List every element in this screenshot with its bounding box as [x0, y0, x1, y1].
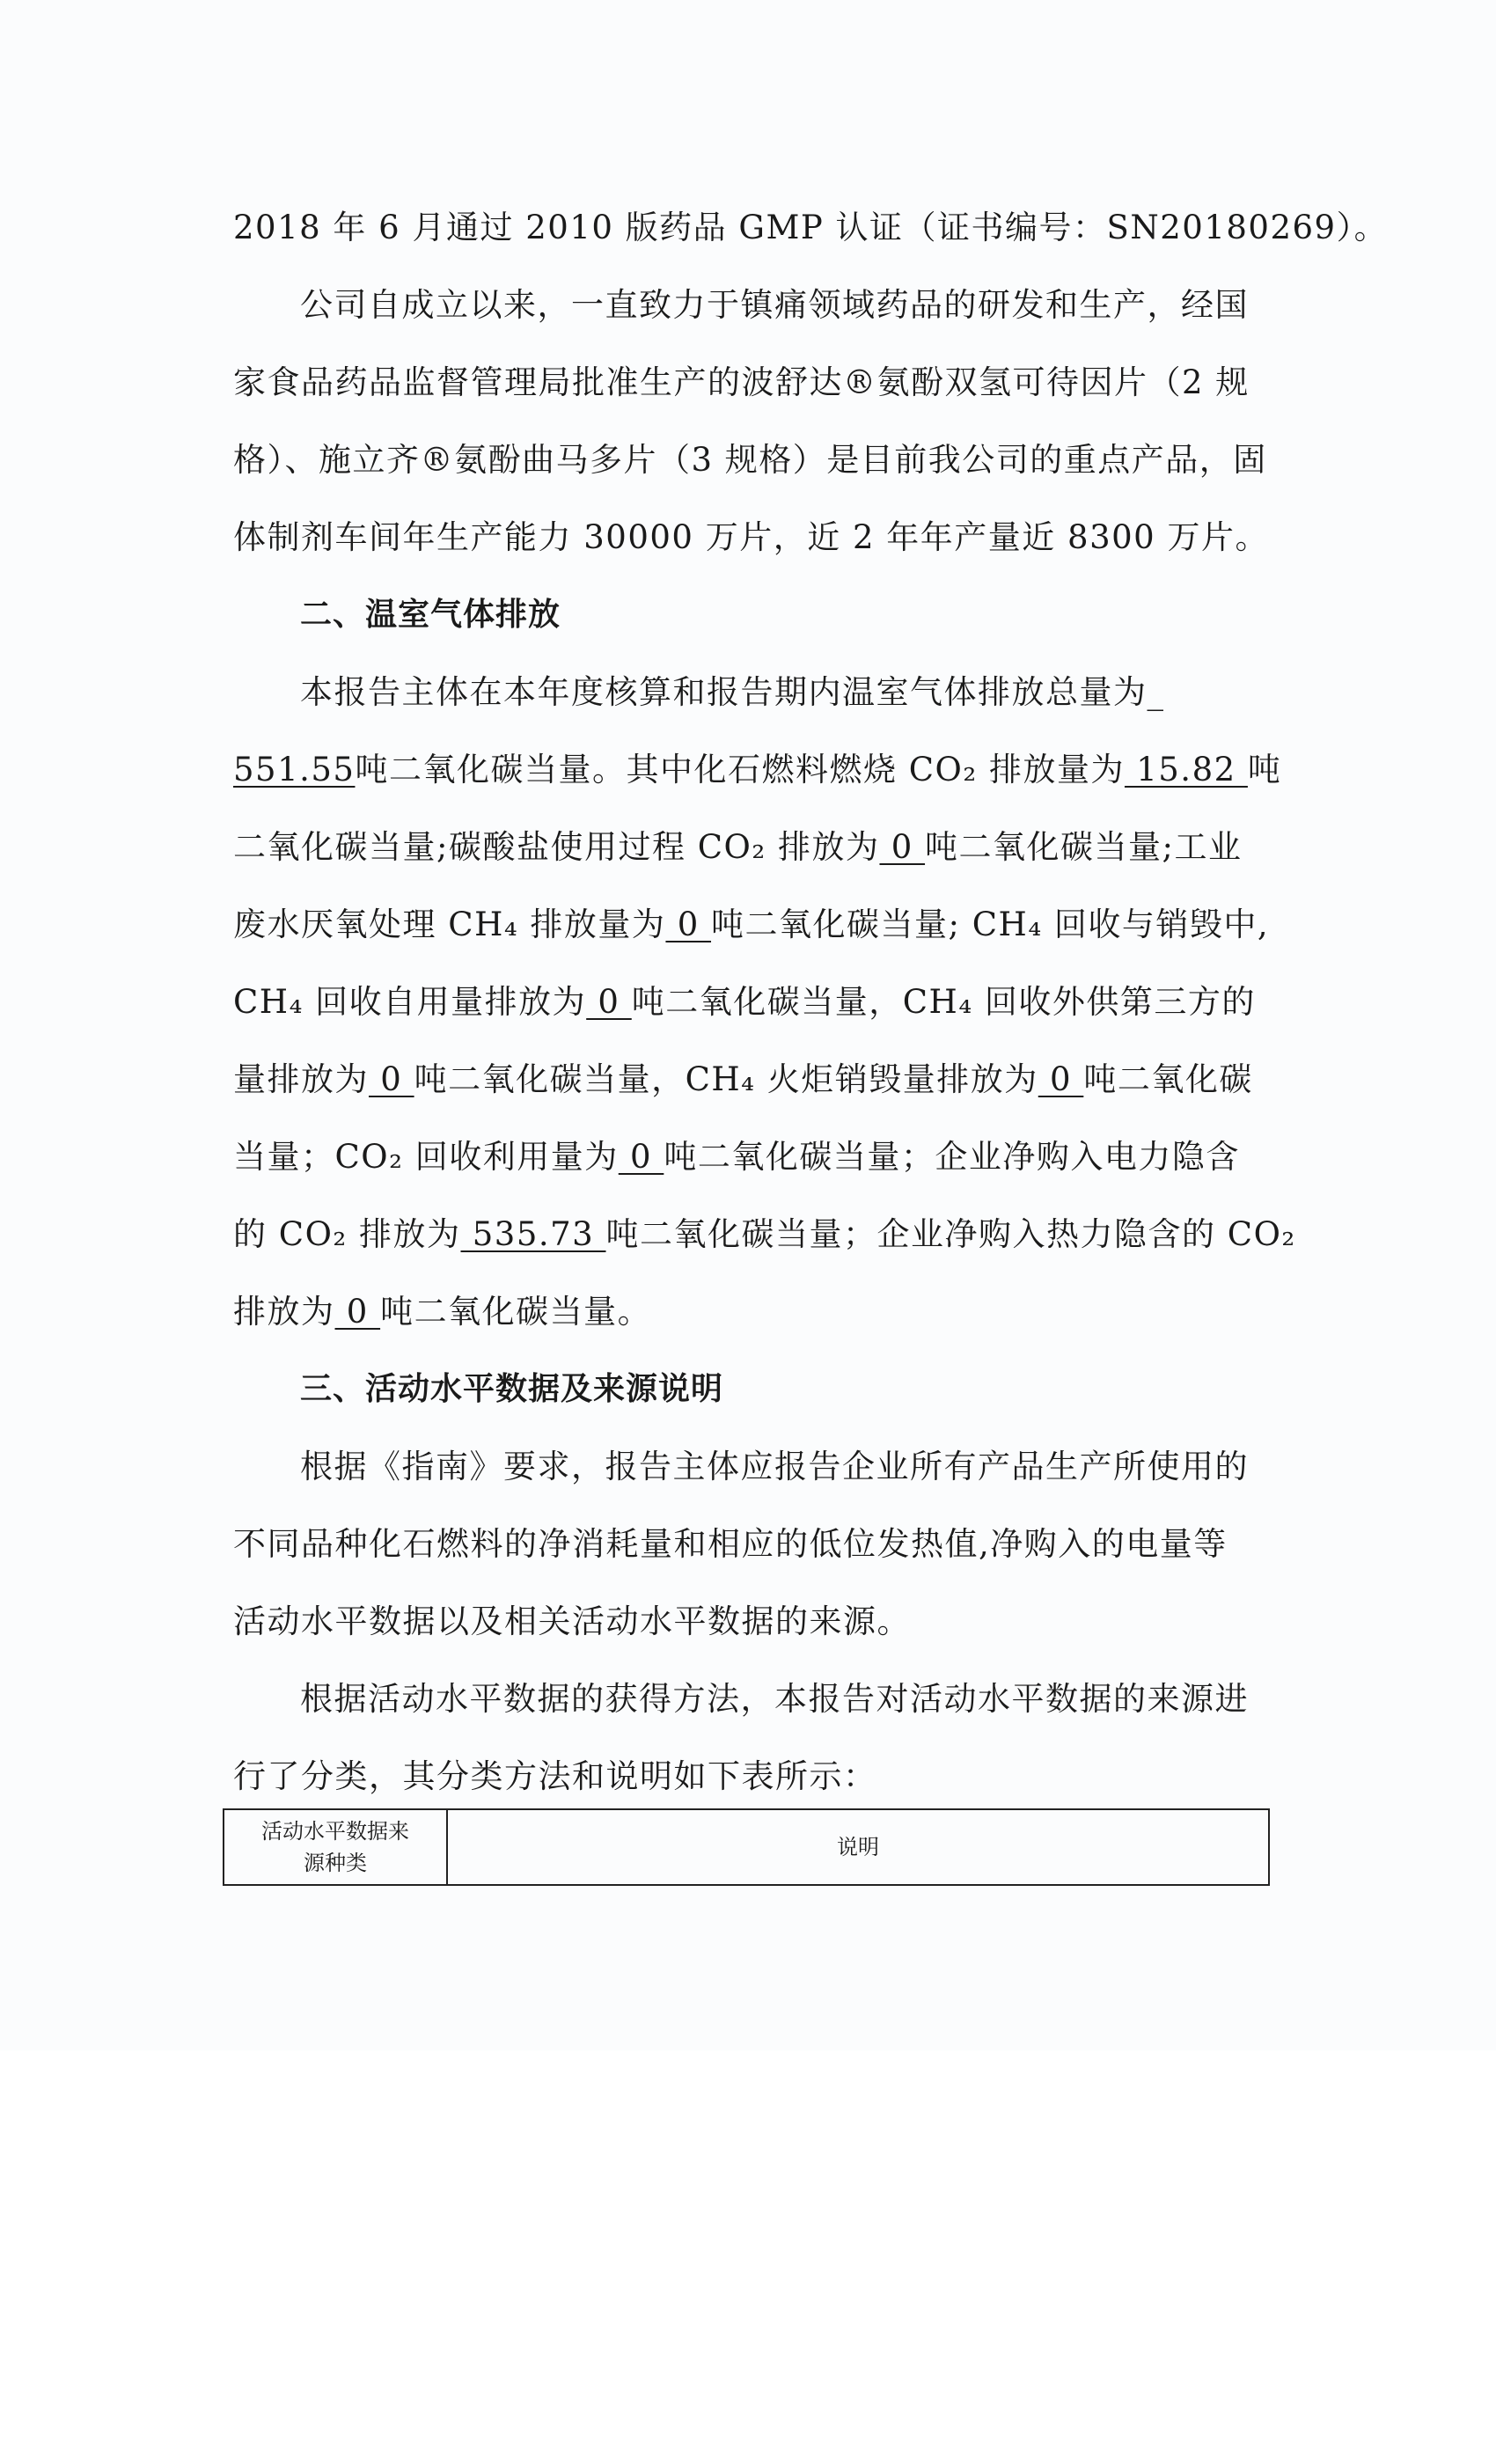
- emissions-line5: CH₄ 回收自用量排放为 0 吨二氧化碳当量，CH₄ 回收外供第三方的: [233, 983, 1256, 1021]
- activity-line5: 行了分类，其分类方法和说明如下表所示：: [233, 1757, 877, 1795]
- activity-data-source-table: [223, 1808, 1270, 1886]
- paragraph-company-line2: 家食品药品监督管理局批准生产的波舒达®氨酚双氢可待因片（2 规: [233, 363, 1250, 401]
- activity-line1: 根据《指南》要求，报告主体应报告企业所有产品生产所使用的: [300, 1448, 1249, 1485]
- activity-line3: 活动水平数据以及相关活动水平数据的来源。: [233, 1602, 911, 1640]
- total-emissions-value: 551.55: [233, 751, 356, 788]
- activity-line4: 根据活动水平数据的获得方法，本报告对活动水平数据的来源进: [300, 1680, 1249, 1718]
- co2-recovery-value: 0: [618, 1138, 664, 1176]
- paragraph-company-line4: 体制剂车间年生产能力 30000 万片，近 2 年年产量近 8300 万片。: [233, 518, 1269, 556]
- emissions-line1: 本报告主体在本年度核算和报告期内温室气体排放总量为_: [300, 673, 1165, 711]
- paragraph-company-line3: 格）、施立齐®氨酚曲马多片（3 规格）是目前我公司的重点产品，固: [233, 441, 1267, 479]
- emissions-line6: 量排放为 0 吨二氧化碳当量，CH₄ 火炬销毁量排放为 0 吨二氧化碳: [233, 1060, 1253, 1098]
- carbonate-emissions-value: 0: [879, 828, 926, 866]
- paragraph-company-line1: 公司自成立以来，一直致力于镇痛领域药品的研发和生产，经国: [300, 286, 1249, 324]
- heat-emissions-value: 0: [334, 1293, 381, 1331]
- emissions-line3: 二氧化碳当量;碳酸盐使用过程 CO₂ 排放为 0 吨二氧化碳当量;工业: [233, 828, 1243, 866]
- wastewater-emissions-value: 0: [665, 906, 712, 943]
- emissions-line2: 551.55吨二氧化碳当量。其中化石燃料燃烧 CO₂ 排放量为 15.82 吨: [233, 751, 1282, 788]
- document-body: [233, 189, 1389, 1815]
- emissions-line4: 废水厌氧处理 CH₄ 排放量为 0 吨二氧化碳当量; CH₄ 回收与销毁中,: [233, 906, 1270, 943]
- emissions-line7: 当量；CO₂ 回收利用量为 0 吨二氧化碳当量；企业净购入电力隐含: [233, 1138, 1240, 1176]
- emissions-line8: 的 CO₂ 排放为 535.73 吨二氧化碳当量；企业净购入热力隐含的 CO₂: [233, 1215, 1296, 1253]
- electricity-emissions-value: 535.73: [460, 1215, 606, 1253]
- ch4-thirdparty-value: 0: [369, 1060, 414, 1098]
- emissions-line9: 排放为 0 吨二氧化碳当量。: [233, 1293, 652, 1331]
- header-source-type: 活动水平数据来 源种类: [224, 1809, 447, 1885]
- header-description: 说明: [447, 1809, 1269, 1885]
- ch4-flare-value: 0: [1038, 1060, 1084, 1098]
- ch4-selfuse-value: 0: [586, 983, 632, 1021]
- section-heading-emissions: 二、温室气体排放: [300, 597, 561, 633]
- paragraph-gmp: 2018 年 6 月通过 2010 版药品 GMP 认证（证书编号：SN20180269）。: [233, 209, 1389, 246]
- table-header-row: [224, 1809, 1269, 1885]
- fossil-emissions-value: 15.82: [1124, 751, 1248, 788]
- section-heading-activity-data: 三、活动水平数据及来源说明: [300, 1371, 724, 1407]
- activity-line2: 不同品种化石燃料的净消耗量和相应的低位发热值,净购入的电量等: [233, 1525, 1228, 1563]
